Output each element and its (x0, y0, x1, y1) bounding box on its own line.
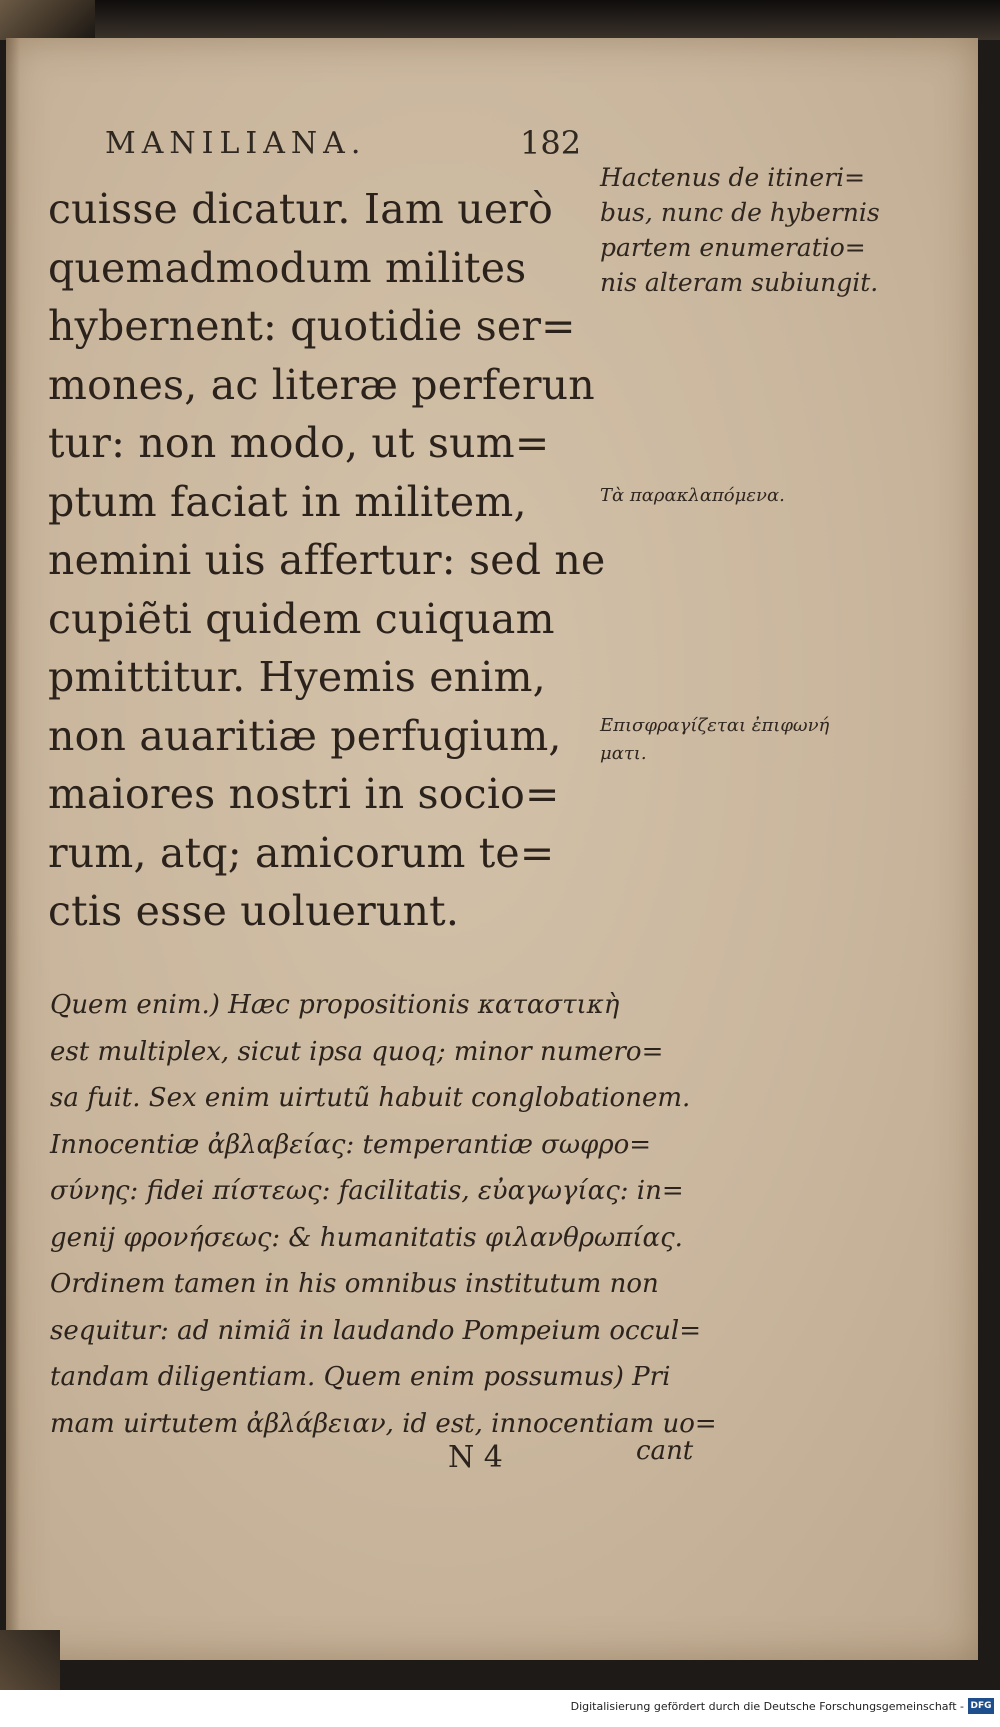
commentary-line: sequitur: ad nimiã in laudando Pompeium occul= (50, 1315, 702, 1346)
footer-credit: Digitalisierung gefördert durch die Deutsche Forschungsgemeinschaft - (570, 1700, 964, 1713)
book-binding-top (0, 0, 1000, 40)
margin-note-greek-2 (600, 712, 900, 768)
main-text-line: maiores nostri in socio= (48, 770, 560, 818)
signature-mark: N 4 (448, 1440, 503, 1475)
main-text-line: pmittitur. Hyemis enim, (48, 653, 546, 701)
commentary-line: Quem enim.) Hæc propositionis καταστικὴ (50, 990, 620, 1020)
margin-note-line: partem enumeratio= (600, 233, 866, 262)
margin-note-line: Τὰ παρακλαπόμενα. (600, 485, 785, 506)
binding-corner (0, 0, 95, 40)
main-text-line: mones, ac literæ perferun (48, 360, 595, 409)
folio-number: 182 (520, 124, 582, 162)
page-gutter-shadow (6, 38, 20, 1660)
margin-note-line: bus, nunc de hybernis (600, 198, 880, 227)
main-text-line: hybernent: quotidie ser= (48, 302, 576, 350)
binding-corner-bottom (0, 1630, 60, 1690)
commentary-line: Ordinem tamen in his omnibus institutum non (50, 1269, 659, 1299)
main-text-block (48, 180, 606, 941)
catchword: cant (636, 1436, 694, 1466)
commentary-line: σύνης: fidei πίστεως: facilitatis, εὐαγωγίας: in= (50, 1176, 684, 1206)
commentary-line: sa fuit. Sex enim uirtutũ habuit conglobationem. (50, 1083, 691, 1113)
main-text-line: cuisse dicatur. Iam uerò (48, 185, 553, 233)
main-text-line: non auaritiæ perfugium, (48, 711, 562, 760)
margin-note-line: nis alteram subiungit. (600, 268, 879, 297)
main-text-line: nemini uis affertur: sed ne (48, 536, 606, 584)
commentary-line: est multiplex, sicut ipsa quoq; minor numero= (50, 1036, 664, 1067)
running-title: MANILIANA. (105, 126, 367, 161)
main-text-line: rum, atq; amicorum te= (48, 828, 555, 877)
margin-note-line: Επισφραγίζεται ἐπιφωνή (600, 715, 830, 736)
commentary-block (50, 982, 717, 1447)
margin-note-greek-1 (600, 482, 900, 510)
commentary-line: tandam diligentiam. Quem enim possumus) Pri (50, 1362, 671, 1392)
margin-note-line: ματι. (600, 743, 647, 764)
dfg-logo-icon: DFG (968, 1698, 994, 1714)
main-text-line: cupiẽti quidem cuiquam (48, 594, 555, 643)
main-text-line: ctis esse uoluerunt. (48, 887, 460, 935)
margin-note-itineribus (600, 160, 900, 300)
main-text-line: ptum faciat in militem, (48, 477, 527, 526)
main-text-line: tur: non modo, ut sum= (48, 419, 550, 467)
main-text-line: quemadmodum milites (48, 243, 527, 292)
commentary-line: genij φρονήσεως: & humanitatis φιλανθρωπίας. (50, 1222, 683, 1253)
commentary-line: mam uirtutem ἀβλάβειαν, id est, innocentiam uo= (50, 1408, 717, 1439)
commentary-line: Innocentiæ ἀβλαβείας: temperantiæ σωφρο= (50, 1129, 652, 1160)
margin-note-line: Hactenus de itineri= (600, 163, 866, 192)
